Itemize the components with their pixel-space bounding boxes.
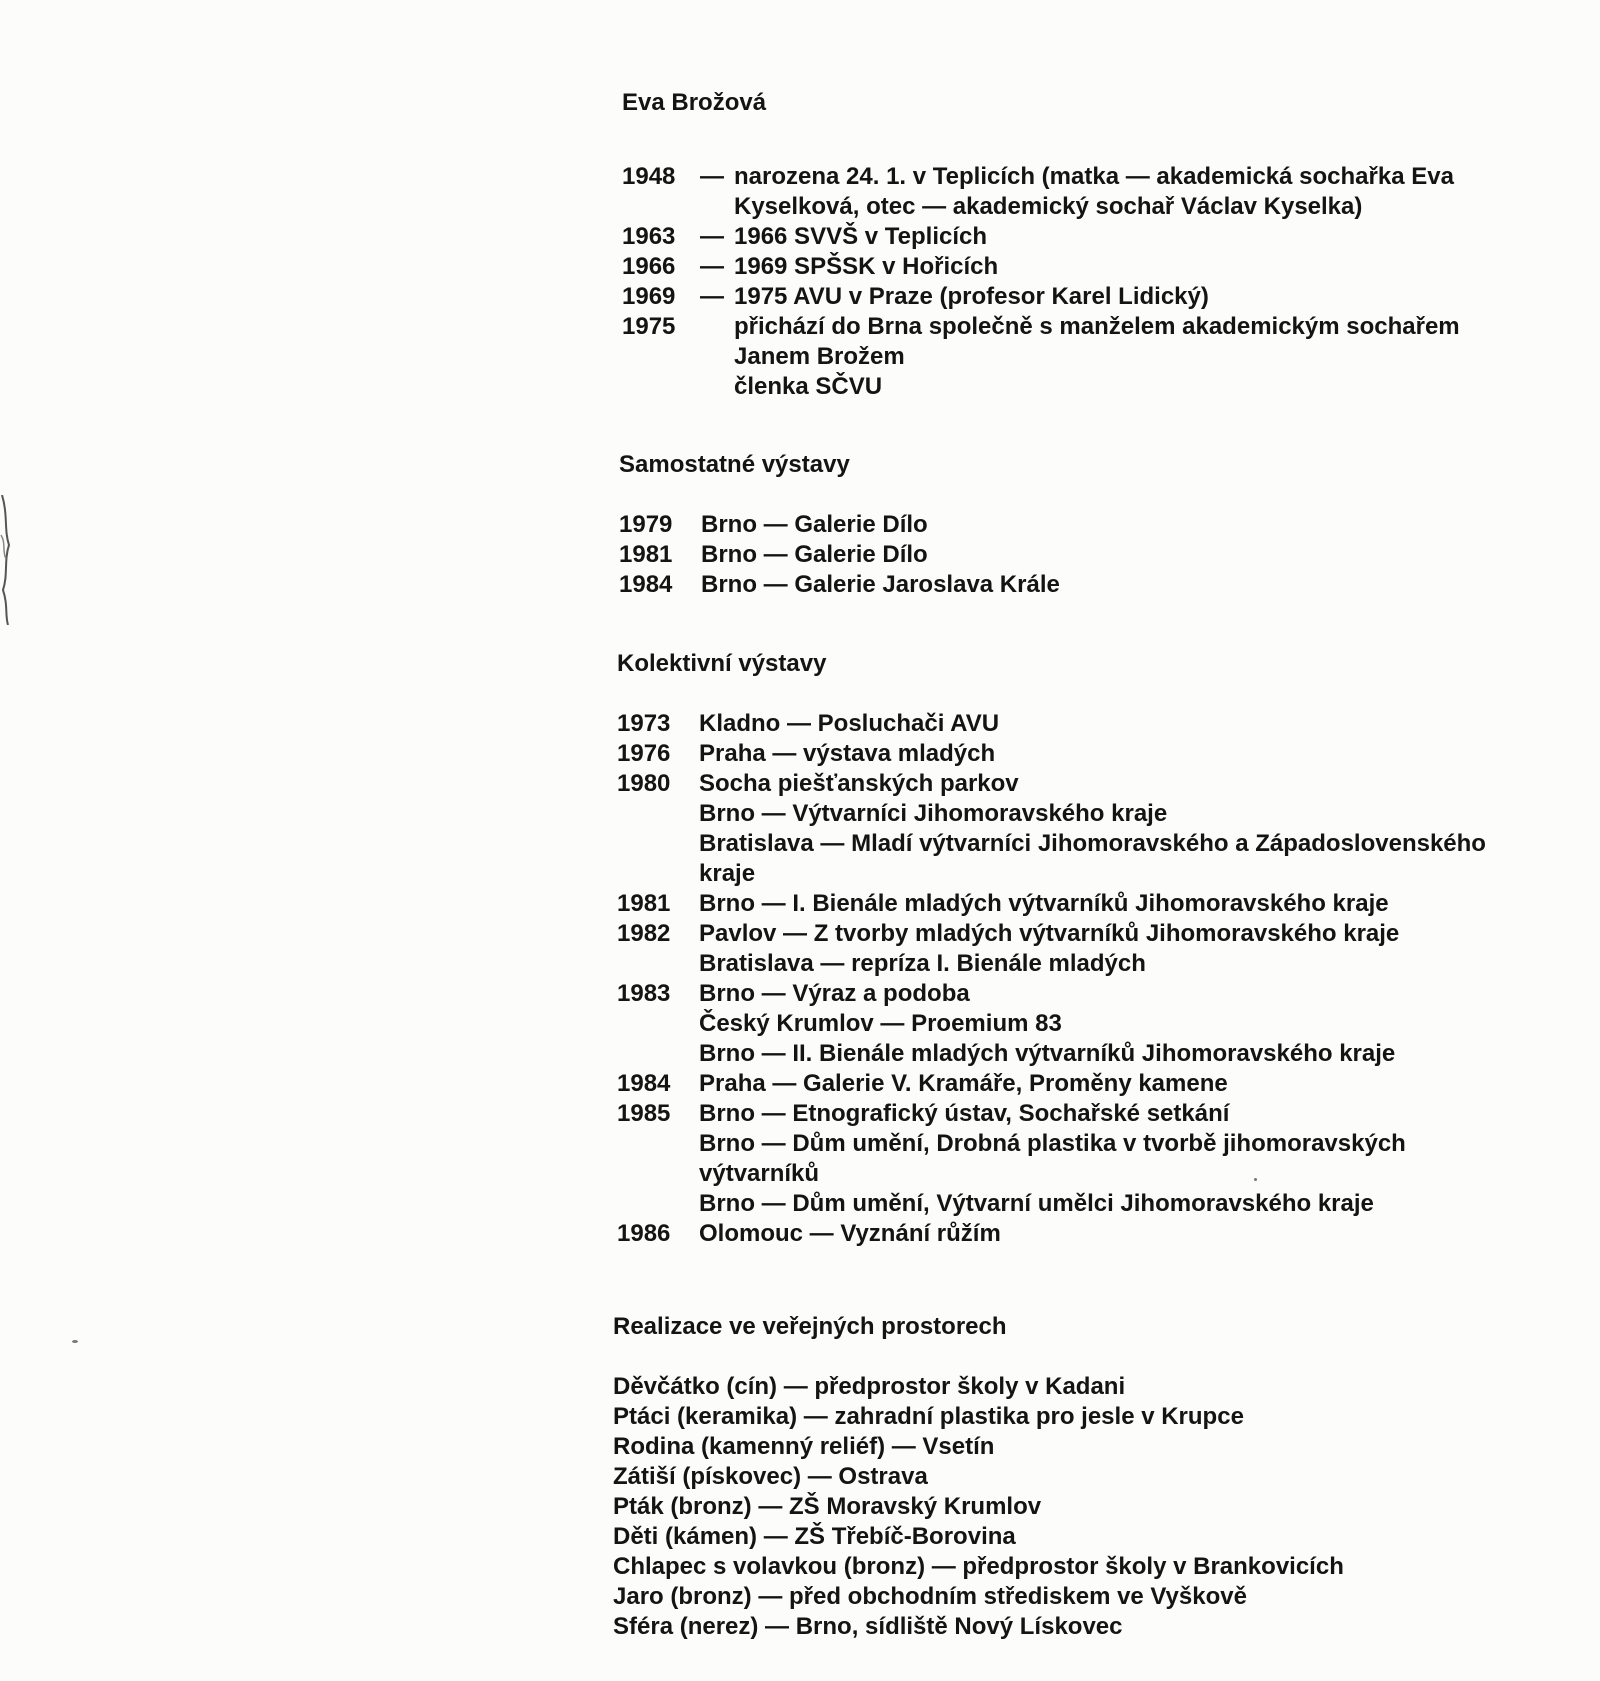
bio-row (622, 252, 1532, 282)
group-exhibition-row (617, 1069, 1527, 1099)
exhibition-text: Bratislava — repríza I. Bienále mladých (699, 950, 1146, 977)
exhibition-year (617, 799, 699, 829)
group-exhibition-row (617, 919, 1527, 949)
group-exhibition-row (617, 1219, 1527, 1249)
exhibition-text: Brno — Etnografický ústav, Sochařské setkání (699, 1100, 1230, 1127)
solo-exhibitions-title: Samostatné výstavy (619, 451, 850, 478)
person-name: Eva Brožová (622, 89, 767, 116)
exhibition-year (617, 829, 699, 889)
exhibition-year: 1986 (617, 1220, 671, 1247)
public-work-item: Děvčátko (cín) — předprostor školy v Kadani (613, 1373, 1126, 1400)
exhibition-text: Brno — Galerie Dílo (701, 541, 928, 568)
group-exhibition-row (617, 739, 1527, 769)
exhibition-text: Brno — Galerie Jaroslava Krále (701, 571, 1060, 598)
bio-row (622, 162, 1532, 222)
exhibition-year: 1984 (619, 571, 673, 598)
public-works-title: Realizace ve veřejných prostorech (613, 1313, 1007, 1340)
public-works-list (613, 1372, 1523, 1642)
exhibition-year: 1981 (617, 890, 671, 917)
bio-dash: — (700, 163, 724, 190)
group-exhibitions-title: Kolektivní výstavy (617, 650, 827, 677)
exhibition-year: 1982 (617, 920, 671, 947)
exhibition-text: Bratislava — Mladí výtvarníci Jihomoravského a Západoslovenského kraje (699, 830, 1486, 887)
group-exhibition-row (617, 1009, 1527, 1039)
bio-row (622, 312, 1532, 372)
public-work-item: Děti (kámen) — ZŠ Třebíč-Borovina (613, 1523, 1016, 1550)
group-exhibition-row (617, 1039, 1527, 1069)
bio-text: 1969 SPŠSK v Hořicích (734, 253, 999, 280)
bio-dash: — (700, 223, 724, 250)
exhibition-year: 1976 (617, 740, 671, 767)
public-work-item: Ptáci (keramika) — zahradní plastika pro jesle v Krupce (613, 1403, 1244, 1430)
bio-row (622, 282, 1532, 312)
group-exhibition-row (617, 979, 1527, 1009)
bio-year: 1969 (622, 283, 676, 310)
bio-text: 1966 SVVŠ v Teplicích (734, 223, 988, 250)
bio-text: narozena 24. 1. v Teplicích (matka — akademická sochařka Eva Kyselková, otec — akademický sochař Václav Kyselka) (734, 163, 1454, 220)
bio-list (622, 162, 1532, 402)
group-exhibition-row (617, 709, 1527, 739)
solo-exhibitions-section (619, 450, 1529, 600)
solo-exhibitions-list (619, 510, 1529, 600)
exhibition-year: 1980 (617, 770, 671, 797)
bio-text: přichází do Brna společně s manželem akademickým sochařem Janem Brožem (734, 313, 1460, 370)
group-exhibition-row (617, 829, 1527, 889)
bio-year: 1963 (622, 223, 676, 250)
exhibition-text: Pavlov — Z tvorby mladých výtvarníků Jihomoravského kraje (699, 920, 1400, 947)
group-exhibitions-list (617, 709, 1527, 1249)
exhibition-year (617, 1039, 699, 1069)
public-work-item: Jaro (bronz) — před obchodním střediskem ve Vyškově (613, 1583, 1247, 1610)
exhibition-year: 1985 (617, 1100, 671, 1127)
exhibition-text: Brno — Dům umění, Drobná plastika v tvorbě jihomoravských výtvarníků (699, 1130, 1406, 1187)
exhibition-year (617, 1009, 699, 1039)
exhibition-text: Brno — Dům umění, Výtvarní umělci Jihomoravského kraje (699, 1190, 1374, 1217)
solo-exhibition-row (619, 510, 1529, 540)
public-work-item: Sféra (nerez) — Brno, sídliště Nový Lískovec (613, 1613, 1123, 1640)
bio-year (622, 372, 700, 402)
group-exhibition-row (617, 949, 1527, 979)
bio-dash: — (700, 283, 724, 310)
group-exhibition-row (617, 889, 1527, 919)
bio-text: 1975 AVU v Praze (profesor Karel Lidický) (734, 283, 1209, 310)
bio-year: 1966 (622, 253, 676, 280)
exhibition-text: Český Krumlov — Proemium 83 (699, 1010, 1062, 1037)
public-work-item: Pták (bronz) — ZŠ Moravský Krumlov (613, 1493, 1042, 1520)
group-exhibition-row (617, 769, 1527, 799)
exhibition-text: Kladno — Posluchači AVU (699, 710, 1000, 737)
solo-exhibition-row (619, 570, 1529, 600)
bio-dash: — (700, 253, 724, 280)
exhibition-text: Praha — Galerie V. Kramáře, Proměny kamene (699, 1070, 1228, 1097)
bio-year: 1948 (622, 163, 676, 190)
bio-year: 1975 (622, 313, 676, 340)
public-work-item: Chlapec s volavkou (bronz) — předprostor školy v Brankovicích (613, 1553, 1344, 1580)
exhibition-year (617, 1189, 699, 1219)
bio-row (622, 222, 1532, 252)
group-exhibition-row (617, 799, 1527, 829)
bio-section (622, 88, 1532, 402)
exhibition-year: 1981 (619, 541, 673, 568)
solo-exhibition-row (619, 540, 1529, 570)
bio-dash (700, 312, 734, 372)
exhibition-year: 1983 (617, 980, 671, 1007)
group-exhibition-row (617, 1189, 1527, 1219)
exhibition-text: Brno — Výtvarníci Jihomoravského kraje (699, 800, 1168, 827)
exhibition-text: Praha — výstava mladých (699, 740, 996, 767)
binding-thread-mark (0, 495, 12, 625)
exhibition-year: 1984 (617, 1070, 671, 1097)
public-work-item: Zátiší (pískovec) — Ostrava (613, 1463, 928, 1490)
exhibition-text: Olomouc — Vyznání růžím (699, 1220, 1001, 1247)
exhibition-text: Socha piešťanských parkov (699, 770, 1019, 797)
bio-dash (700, 372, 734, 402)
exhibition-text: Brno — Výraz a podoba (699, 980, 970, 1007)
exhibition-year: 1973 (617, 710, 671, 737)
exhibition-year (617, 949, 699, 979)
exhibition-text: Brno — II. Bienále mladých výtvarníků Jihomoravského kraje (699, 1040, 1396, 1067)
speck-mark (72, 1340, 78, 1343)
group-exhibition-row (617, 1129, 1527, 1189)
exhibition-year (617, 1129, 699, 1189)
exhibition-year: 1979 (619, 511, 673, 538)
exhibition-text: Brno — Galerie Dílo (701, 511, 928, 538)
group-exhibition-row (617, 1099, 1527, 1129)
group-exhibitions-section (617, 649, 1527, 1249)
bio-text: členka SČVU (734, 373, 883, 400)
public-work-item: Rodina (kamenný reliéf) — Vsetín (613, 1433, 995, 1460)
exhibition-text: Brno — I. Bienále mladých výtvarníků Jihomoravského kraje (699, 890, 1389, 917)
public-works-section (613, 1312, 1523, 1642)
bio-row (622, 372, 1532, 402)
